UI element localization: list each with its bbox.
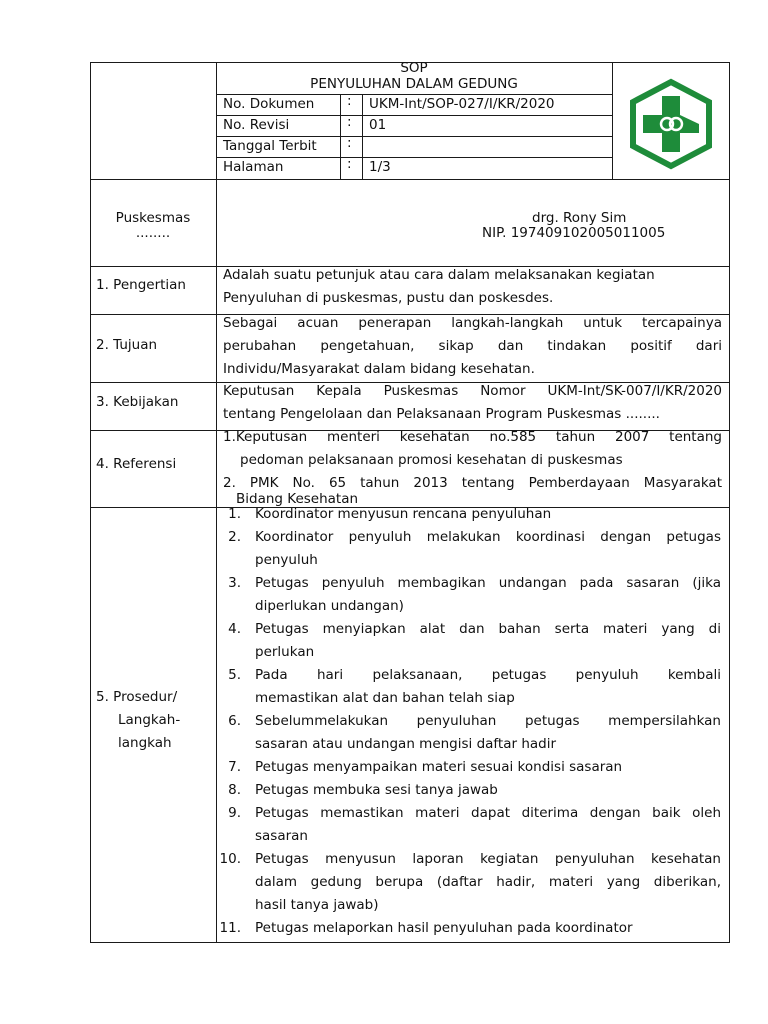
step-number: 8. bbox=[228, 782, 241, 798]
section-label-pengertian: 1. Pengertian bbox=[96, 277, 186, 293]
field-value-no-revisi: 01 bbox=[369, 117, 387, 133]
procedure-steps bbox=[215, 503, 725, 943]
step-number: 5. bbox=[228, 667, 241, 683]
kebijakan-line: Keputusan Kepala Puskesmas Nomor UKM-Int/SK-007/I/KR/2020 bbox=[223, 383, 722, 399]
doc-type: SOP bbox=[400, 60, 428, 76]
step-text: Sebelummelakukan penyuluhan petugas mempersilahkan bbox=[255, 713, 721, 729]
signatory-name: drg. Rony Sim bbox=[532, 210, 627, 226]
kebijakan-text bbox=[223, 380, 722, 426]
step-text: sasaran bbox=[255, 828, 308, 844]
step-number: 9. bbox=[228, 805, 241, 821]
kebijakan-line: tentang Pengelolaan dan Pelaksanaan Program Puskesmas ........ bbox=[223, 406, 660, 422]
step-text: hasil tanya jawab) bbox=[255, 897, 379, 913]
field-label-no-dokumen: No. Dokumen bbox=[223, 96, 315, 112]
referensi-line: Bidang Kesehatan bbox=[236, 491, 359, 507]
referensi-item bbox=[223, 426, 722, 472]
border-right bbox=[729, 62, 730, 943]
field-label-no-revisi: No. Revisi bbox=[223, 117, 290, 133]
referensi-line: 1.Keputusan menteri kesehatan no.585 tahun 2007 tentang bbox=[223, 429, 722, 445]
step-text: perlukan bbox=[255, 644, 315, 660]
step-text: diperlukan undangan) bbox=[255, 598, 404, 614]
signatory-nip: NIP. 197409102005011005 bbox=[482, 225, 666, 241]
step-text: Petugas menyusun laporan kegiatan penyuluhan kesehatan bbox=[255, 851, 721, 867]
section-label-referensi: 4. Referensi bbox=[96, 456, 177, 472]
tujuan-text bbox=[223, 312, 722, 381]
pengertian-text: Penyuluhan di puskesmas, pustu dan poskesdes. bbox=[223, 290, 554, 306]
tujuan-line: Sebagai acuan penerapan langkah-langkah untuk tercapainya bbox=[223, 315, 722, 331]
section-label-prosedur: 5. Prosedur/ bbox=[96, 689, 178, 705]
field-label-tanggal-terbit: Tanggal Terbit bbox=[223, 138, 317, 154]
step-text: penyuluh bbox=[255, 552, 318, 568]
org-name-suffix: ........ bbox=[135, 225, 171, 241]
pengertian-text: Adalah suatu petunjuk atau cara dalam melaksanakan kegiatan bbox=[223, 267, 655, 283]
field-sep: : bbox=[347, 93, 352, 109]
puskesmas-logo-icon bbox=[625, 78, 717, 170]
tujuan-line: perubahan pengetahuan, sikap dan tindakan positif dari bbox=[223, 338, 722, 354]
step-text: Pada hari pelaksanaan, petugas penyuluh kembali bbox=[255, 667, 721, 683]
field-value-no-dokumen: UKM-Int/SOP-027/I/KR/2020 bbox=[369, 96, 555, 112]
referensi-item bbox=[223, 473, 722, 506]
referensi-line: pedoman pelaksanaan promosi kesehatan di puskesmas bbox=[240, 452, 623, 468]
tujuan-line: Individu/Masyarakat dalam bidang kesehatan. bbox=[223, 361, 535, 377]
section-label-prosedur: Langkah- bbox=[118, 712, 181, 728]
referensi-line: 2. PMK No. 65 tahun 2013 tentang Pemberdayaan Masyarakat bbox=[223, 475, 722, 491]
border-left bbox=[90, 62, 91, 943]
step-number: 3. bbox=[228, 575, 241, 591]
step-text: Petugas menyampaikan materi sesuai kondisi sasaran bbox=[255, 759, 623, 775]
step-text: Petugas menyiapkan alat dan bahan serta materi yang di bbox=[255, 621, 721, 637]
field-label-halaman: Halaman bbox=[223, 159, 284, 175]
step-text: dalam gedung berupa (daftar hadir, materi yang diberikan, bbox=[255, 874, 721, 890]
org-name: Puskesmas bbox=[115, 210, 191, 226]
section-label-kebijakan: 3. Kebijakan bbox=[96, 394, 179, 410]
step-text: Petugas melaporkan hasil penyuluhan pada koordinator bbox=[255, 920, 633, 936]
field-sep: : bbox=[347, 156, 352, 172]
step-number: 7. bbox=[228, 759, 241, 775]
step-number: 2. bbox=[228, 529, 241, 545]
section-label-prosedur: langkah bbox=[118, 735, 172, 751]
doc-title: PENYULUHAN DALAM GEDUNG bbox=[310, 76, 518, 92]
step-number: 4. bbox=[228, 621, 241, 637]
section-label-tujuan: 2. Tujuan bbox=[96, 337, 158, 353]
step-text: memastikan alat dan bahan telah siap bbox=[255, 690, 515, 706]
field-value-halaman: 1/3 bbox=[369, 159, 391, 175]
header-bottom-line bbox=[90, 179, 730, 180]
step-text: Petugas memastikan materi dapat diterima dengan baik oleh bbox=[255, 805, 721, 821]
header-divider-logo bbox=[612, 62, 613, 179]
step-text: Koordinator menyusun rencana penyuluhan bbox=[255, 506, 552, 522]
step-number: 1. bbox=[228, 506, 241, 522]
step-text: sasaran atau undangan mengisi daftar hadir bbox=[255, 736, 557, 752]
step-number: 11. bbox=[219, 920, 241, 936]
field-sep: : bbox=[347, 135, 352, 151]
field-sep: : bbox=[347, 114, 352, 130]
step-text: Koordinator penyuluh melakukan koordinasi dengan petugas bbox=[255, 529, 721, 545]
step-number: 10. bbox=[219, 851, 241, 867]
step-number: 6. bbox=[228, 713, 241, 729]
step-text: Petugas penyuluh membagikan undangan pada sasaran (jika bbox=[255, 575, 721, 591]
step-text: Petugas membuka sesi tanya jawab bbox=[255, 782, 498, 798]
